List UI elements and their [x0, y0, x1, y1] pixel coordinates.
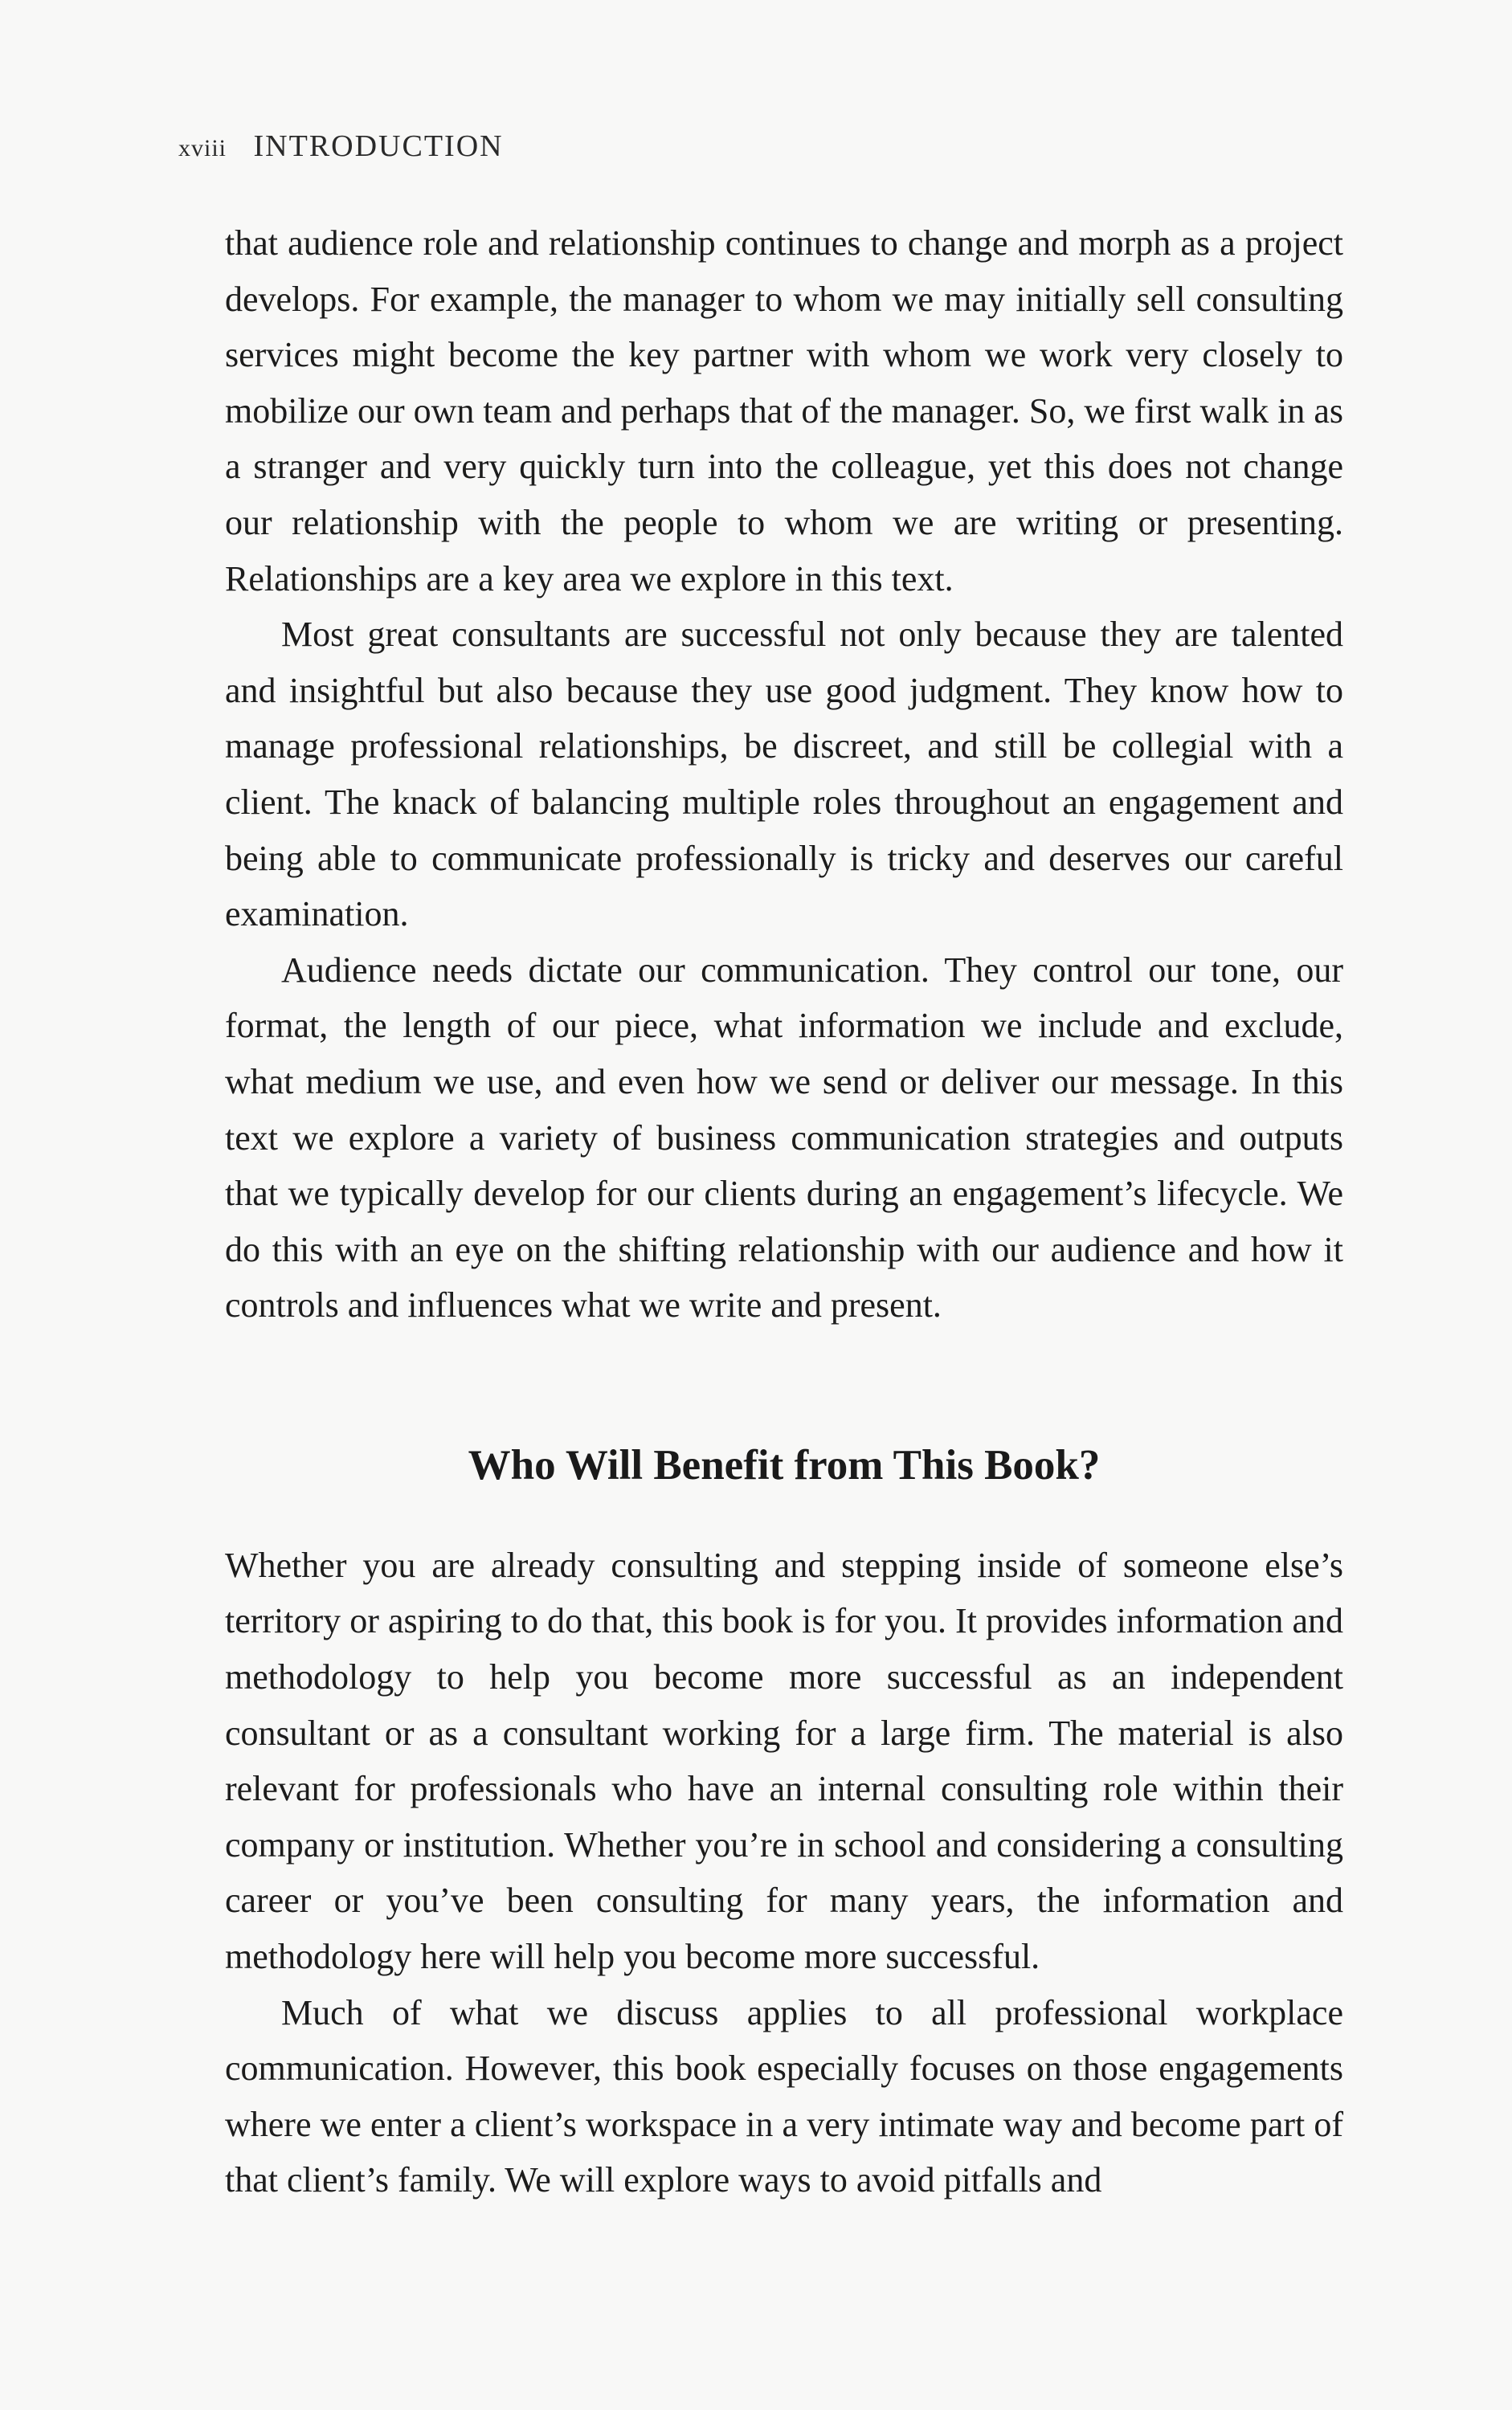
paragraph-whether-consulting: Whether you are already consulting and stepping inside of someone else’s territory or aspiring to do that, this book is for you. It provides information and methodology to help you become more successful as an independent consultant or as a consultant working for a large firm. The material is also relevant for professionals who have an internal consulting role within their company or institution. Whether you’re in school and considering a consulting career or you’ve been consulting for many years, the information and methodology here will help you become more successful. [225, 1545, 1343, 1977]
running-head-title: INTRODUCTION [253, 129, 504, 163]
section-heading: Who Will Benefit from This Book? [468, 1441, 1101, 1489]
paragraph-workplace-communication: Much of what we discuss applies to all professional workplace communication. However, this book especially focuses on those engagements where we enter a client’s workspace in a very intimate way and become part of that client’s family. We will explore ways to avoid pitfalls and [225, 1992, 1343, 2200]
body-text [225, 215, 1343, 2208]
paragraph-audience-needs: Audience needs dictate our communication. They control our tone, our format, the length of our piece, what information we include and exclude, what medium we use, and even how we send or deliver our message. In this text we explore a variety of business communication strategies and outputs that we typically develop for our clients during an engagement’s lifecycle. We do this with an eye on the shifting relationship with our audience and how it controls and influences what we write and present. [225, 950, 1343, 1326]
paragraph-great-consultants: Most great consultants are successful not only because they are talented and insightful but also because they use good judgment. They know how to manage professional relationships, be discreet, and still be collegial with a client. The knack of balancing multiple roles throughout an engagement and being able to communicate professionally is tricky and deserves our careful examination. [225, 615, 1343, 934]
paragraph-continued: that audience role and relationship continues to change and morph as a project develops. For example, the manager to whom we may initially sell consulting services might become the key partner with whom we work very closely to mobilize our own team and perhaps that of the manager. So, we first walk in as a stranger and very quickly turn into the colleague, yet this does not change our relationship with the people to whom we are writing or presenting. Relationships are a key area we explore in this text. [225, 223, 1343, 598]
page-number: xviii [178, 135, 227, 161]
running-head [178, 129, 504, 164]
